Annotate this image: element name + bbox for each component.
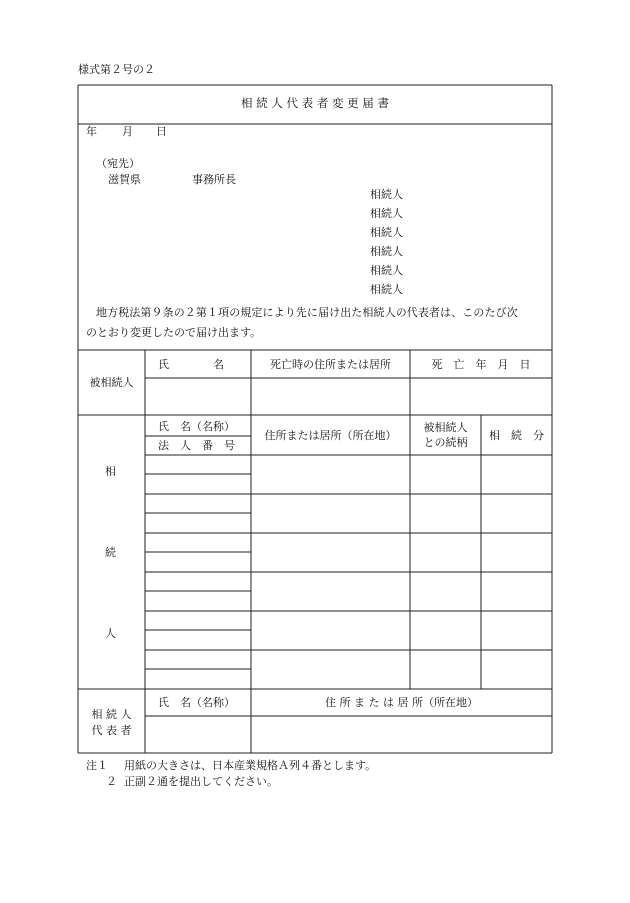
- addressee-prefecture: 滋賀県: [108, 173, 141, 186]
- heir-col-share: 相 続 分: [489, 429, 544, 442]
- addressee-prefix: （宛先）: [96, 157, 140, 170]
- decedent-row-label: 被相続人: [89, 376, 134, 389]
- decedent-col-name: 氏 名: [158, 358, 224, 371]
- heir-col-corp-number: 法 人 番 号: [158, 439, 235, 452]
- heir-row-label-char: 相: [105, 465, 116, 478]
- date-day: 日: [156, 125, 167, 138]
- heir-col-relation-line-2: との続柄: [423, 436, 468, 449]
- note-label: 注１: [86, 759, 108, 772]
- heir-row-label-char: 続: [105, 546, 116, 559]
- representative-col-address: 住 所 ま た は 居 所（所在地）: [325, 696, 478, 709]
- note-text: 正副２通を提出してください。: [124, 775, 278, 788]
- representative-row-label-line-2: 代 表 者: [91, 724, 132, 737]
- statement-line-2: のとおり変更したので届け出ます。: [86, 326, 262, 339]
- date-month: 月: [122, 125, 133, 138]
- heir-signatory-label: 相続人: [370, 283, 403, 296]
- heir-signatory-label: 相続人: [370, 207, 403, 220]
- heir-row-label-char: 人: [105, 627, 116, 640]
- note-text: 用紙の大きさは、日本産業規格Ａ列４番とします。: [124, 759, 377, 772]
- form-number: 様式第２号の２: [78, 63, 155, 76]
- heir-col-relation-line-1: 被相続人: [423, 421, 468, 434]
- statement-line-1: 地方税法第９条の２第１項の規定により先に届け出た相続人の代表者は、このたび次: [96, 306, 518, 319]
- addressee-office: 事務所長: [192, 173, 236, 186]
- heir-signatory-label: 相続人: [370, 188, 403, 201]
- heir-col-name: 氏 名（名称）: [158, 420, 235, 433]
- representative-col-name: 氏 名（名称）: [158, 696, 235, 709]
- form-title: 相 続 人 代 表 者 変 更 届 書: [241, 96, 389, 110]
- heir-signatory-label: 相続人: [370, 245, 403, 258]
- date-year: 年: [86, 125, 97, 138]
- heir-signatory-label: 相続人: [370, 226, 403, 239]
- decedent-col-death-date: 死 亡 年 月 日: [431, 358, 531, 371]
- decedent-col-address: 死亡時の住所または居所: [270, 358, 391, 371]
- representative-row-label-line-1: 相 続 人: [91, 708, 132, 721]
- heir-signatory-label: 相続人: [370, 264, 403, 277]
- note-label: ２: [106, 775, 117, 788]
- heir-col-address: 住所または居所（所在地）: [264, 429, 397, 442]
